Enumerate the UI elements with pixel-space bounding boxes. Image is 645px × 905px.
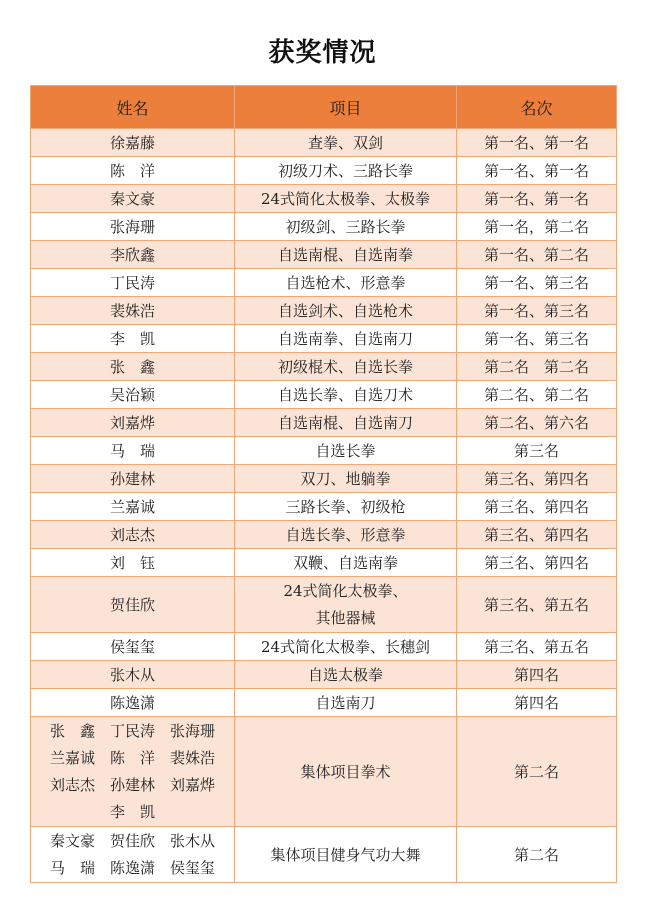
- table-row: [31, 269, 617, 297]
- name-cell-line: 丁民涛: [109, 274, 155, 292]
- name-cell-line: 马 瑞 陈逸潇 侯玺玺: [49, 858, 215, 877]
- rank-cell: 第三名、第五名: [457, 577, 617, 633]
- name-cell-line: 贺佳欣: [109, 596, 155, 614]
- name-cell-line: 刘志杰: [109, 526, 155, 544]
- item-cell: [235, 493, 457, 521]
- item-cell: [235, 353, 457, 381]
- item-cell-line: 自选南刀: [315, 694, 376, 712]
- name-cell: [31, 129, 235, 157]
- page-title: 获奖情况: [268, 38, 377, 68]
- item-cell: [235, 437, 457, 465]
- item-cell: [235, 269, 457, 297]
- name-cell: [31, 549, 235, 577]
- header-item: 项目: [235, 86, 457, 129]
- name-cell: [31, 577, 235, 633]
- rank-cell: 第四名: [457, 661, 617, 689]
- rank-cell: 第三名、第四名: [457, 521, 617, 549]
- item-cell-line: 三路长拳、初级枪: [285, 498, 406, 516]
- item-cell-line: 双鞭、自选南拳: [292, 554, 398, 572]
- name-cell-line: 陈逸潇: [109, 694, 155, 712]
- item-cell: [235, 381, 457, 409]
- item-cell-line: 查拳、双剑: [307, 134, 383, 152]
- item-cell: [235, 465, 457, 493]
- item-cell-line: 24式简化太极拳、长穗剑: [260, 638, 431, 656]
- name-cell: [31, 465, 235, 493]
- awards-table: [30, 85, 617, 883]
- item-cell: [235, 577, 457, 633]
- item-cell-line: 自选长拳、自选刀术: [277, 386, 413, 404]
- name-cell-line: 李欣鑫: [109, 246, 155, 264]
- header-name: 姓名: [31, 86, 235, 129]
- item-cell-line: 集体项目健身气功大舞: [270, 846, 421, 864]
- item-cell: [235, 717, 457, 827]
- table-row: [31, 157, 617, 185]
- rank-cell: 第三名、第五名: [457, 633, 617, 661]
- rank-cell: 第一名、第三名: [457, 325, 617, 353]
- rank-cell: 第一名，第二名: [457, 213, 617, 241]
- item-cell: [235, 241, 457, 269]
- rank-cell: 第三名、第四名: [457, 493, 617, 521]
- rank-cell: 第二名、第二名: [457, 381, 617, 409]
- table-header-row: [31, 86, 617, 129]
- rank-cell: 第一名、第一名: [457, 185, 617, 213]
- name-cell-line: 马 瑞: [109, 442, 155, 460]
- table-row: [31, 717, 617, 827]
- item-cell: [235, 157, 457, 185]
- item-cell-line: 24式简化太极拳、: [283, 581, 408, 600]
- name-cell-line: 裴姝浩: [109, 302, 155, 320]
- table-row: [31, 437, 617, 465]
- name-cell-line: 吴治颖: [109, 386, 155, 404]
- item-cell: [235, 129, 457, 157]
- name-cell-line: 刘 钰: [109, 554, 155, 572]
- item-cell: [235, 297, 457, 325]
- table-row: [31, 353, 617, 381]
- name-cell: [31, 297, 235, 325]
- name-cell-line: 张 鑫: [109, 358, 155, 376]
- name-cell: [31, 493, 235, 521]
- rank-cell: 第一名、第二名: [457, 241, 617, 269]
- item-cell: [235, 633, 457, 661]
- table-row: [31, 297, 617, 325]
- rank-cell: 第一名、第三名: [457, 269, 617, 297]
- name-cell-line: 陈 洋: [109, 162, 155, 180]
- name-cell-line: 兰嘉诚: [109, 498, 155, 516]
- table-row: [31, 549, 617, 577]
- name-cell: [31, 689, 235, 717]
- rank-cell: 第二名: [457, 717, 617, 827]
- item-cell-line: 其他器械: [315, 608, 376, 627]
- name-cell-line: 侯玺玺: [109, 638, 155, 656]
- item-cell-line: 自选南棍、自选南刀: [277, 414, 413, 432]
- item-cell-line: 初级剑、三路长拳: [285, 218, 406, 236]
- rank-cell: 第一名、第一名: [457, 157, 617, 185]
- rank-cell: 第一名、第三名: [457, 297, 617, 325]
- header-rank: 名次: [457, 86, 617, 129]
- item-cell: [235, 409, 457, 437]
- name-cell: [31, 521, 235, 549]
- item-cell: [235, 689, 457, 717]
- table-row: [31, 493, 617, 521]
- table-row: [31, 325, 617, 353]
- name-cell-line: 徐嘉藤: [109, 134, 155, 152]
- table-row: [31, 633, 617, 661]
- rank-cell: 第二名: [457, 827, 617, 883]
- item-cell-line: 集体项目拳术: [300, 763, 391, 781]
- name-cell-line: 李 凯: [109, 802, 155, 821]
- item-cell: [235, 827, 457, 883]
- table-row: [31, 521, 617, 549]
- name-cell-line: 张 鑫 丁民涛 张海珊: [49, 721, 215, 740]
- table-row: [31, 827, 617, 883]
- item-cell-line: 自选南棍、自选南拳: [277, 246, 413, 264]
- table-row: [31, 409, 617, 437]
- name-cell: [31, 381, 235, 409]
- item-cell-line: 初级刀术、三路长拳: [277, 162, 413, 180]
- item-cell-line: 自选枪术、形意拳: [285, 274, 406, 292]
- item-cell-line: 自选长拳: [315, 442, 376, 460]
- table-row: [31, 577, 617, 633]
- table-row: [31, 241, 617, 269]
- name-cell: [31, 661, 235, 689]
- name-cell-line: 刘嘉烨: [109, 414, 155, 432]
- name-cell: [31, 269, 235, 297]
- item-cell-line: 初级棍术、自选长拳: [277, 358, 413, 376]
- item-cell: [235, 185, 457, 213]
- table-row: [31, 689, 617, 717]
- table-row: [31, 185, 617, 213]
- table-row: [31, 129, 617, 157]
- item-cell: [235, 549, 457, 577]
- rank-cell: 第四名: [457, 689, 617, 717]
- name-cell: [31, 827, 235, 883]
- name-cell: [31, 213, 235, 241]
- rank-cell: 第三名、第四名: [457, 465, 617, 493]
- name-cell-line: 秦文豪: [109, 190, 155, 208]
- item-cell-line: 自选南拳、自选南刀: [277, 330, 413, 348]
- item-cell-line: 自选长拳、形意拳: [285, 526, 406, 544]
- name-cell-line: 兰嘉诚 陈 洋 裴姝浩: [49, 748, 215, 767]
- rank-cell: 第三名、第四名: [457, 549, 617, 577]
- rank-cell: 第二名 第二名: [457, 353, 617, 381]
- rank-cell: 第一名、第一名: [457, 129, 617, 157]
- table-row: [31, 381, 617, 409]
- name-cell: [31, 437, 235, 465]
- table-row: [31, 213, 617, 241]
- item-cell-line: 自选剑术、自选枪术: [277, 302, 413, 320]
- name-cell-line: 张木从: [109, 666, 155, 684]
- name-cell-line: 秦文豪 贺佳欣 张木从: [49, 831, 215, 850]
- name-cell: [31, 353, 235, 381]
- name-cell-line: 李 凯: [109, 330, 155, 348]
- name-cell: [31, 717, 235, 827]
- name-cell: [31, 325, 235, 353]
- rank-cell: 第三名: [457, 437, 617, 465]
- name-cell: [31, 409, 235, 437]
- name-cell-line: 刘志杰 孙建林 刘嘉烨: [49, 775, 215, 794]
- name-cell: [31, 185, 235, 213]
- item-cell: [235, 661, 457, 689]
- name-cell-line: 孙建林: [109, 470, 155, 488]
- item-cell-line: 双刀、地躺拳: [300, 470, 391, 488]
- item-cell: [235, 213, 457, 241]
- name-cell: [31, 241, 235, 269]
- table-row: [31, 661, 617, 689]
- item-cell: [235, 325, 457, 353]
- item-cell-line: 自选太极拳: [307, 666, 383, 684]
- rank-cell: 第二名、第六名: [457, 409, 617, 437]
- name-cell-line: 张海珊: [109, 218, 155, 236]
- table-row: [31, 465, 617, 493]
- item-cell-line: 24式简化太极拳、太极拳: [260, 190, 431, 208]
- item-cell: [235, 521, 457, 549]
- name-cell: [31, 157, 235, 185]
- name-cell: [31, 633, 235, 661]
